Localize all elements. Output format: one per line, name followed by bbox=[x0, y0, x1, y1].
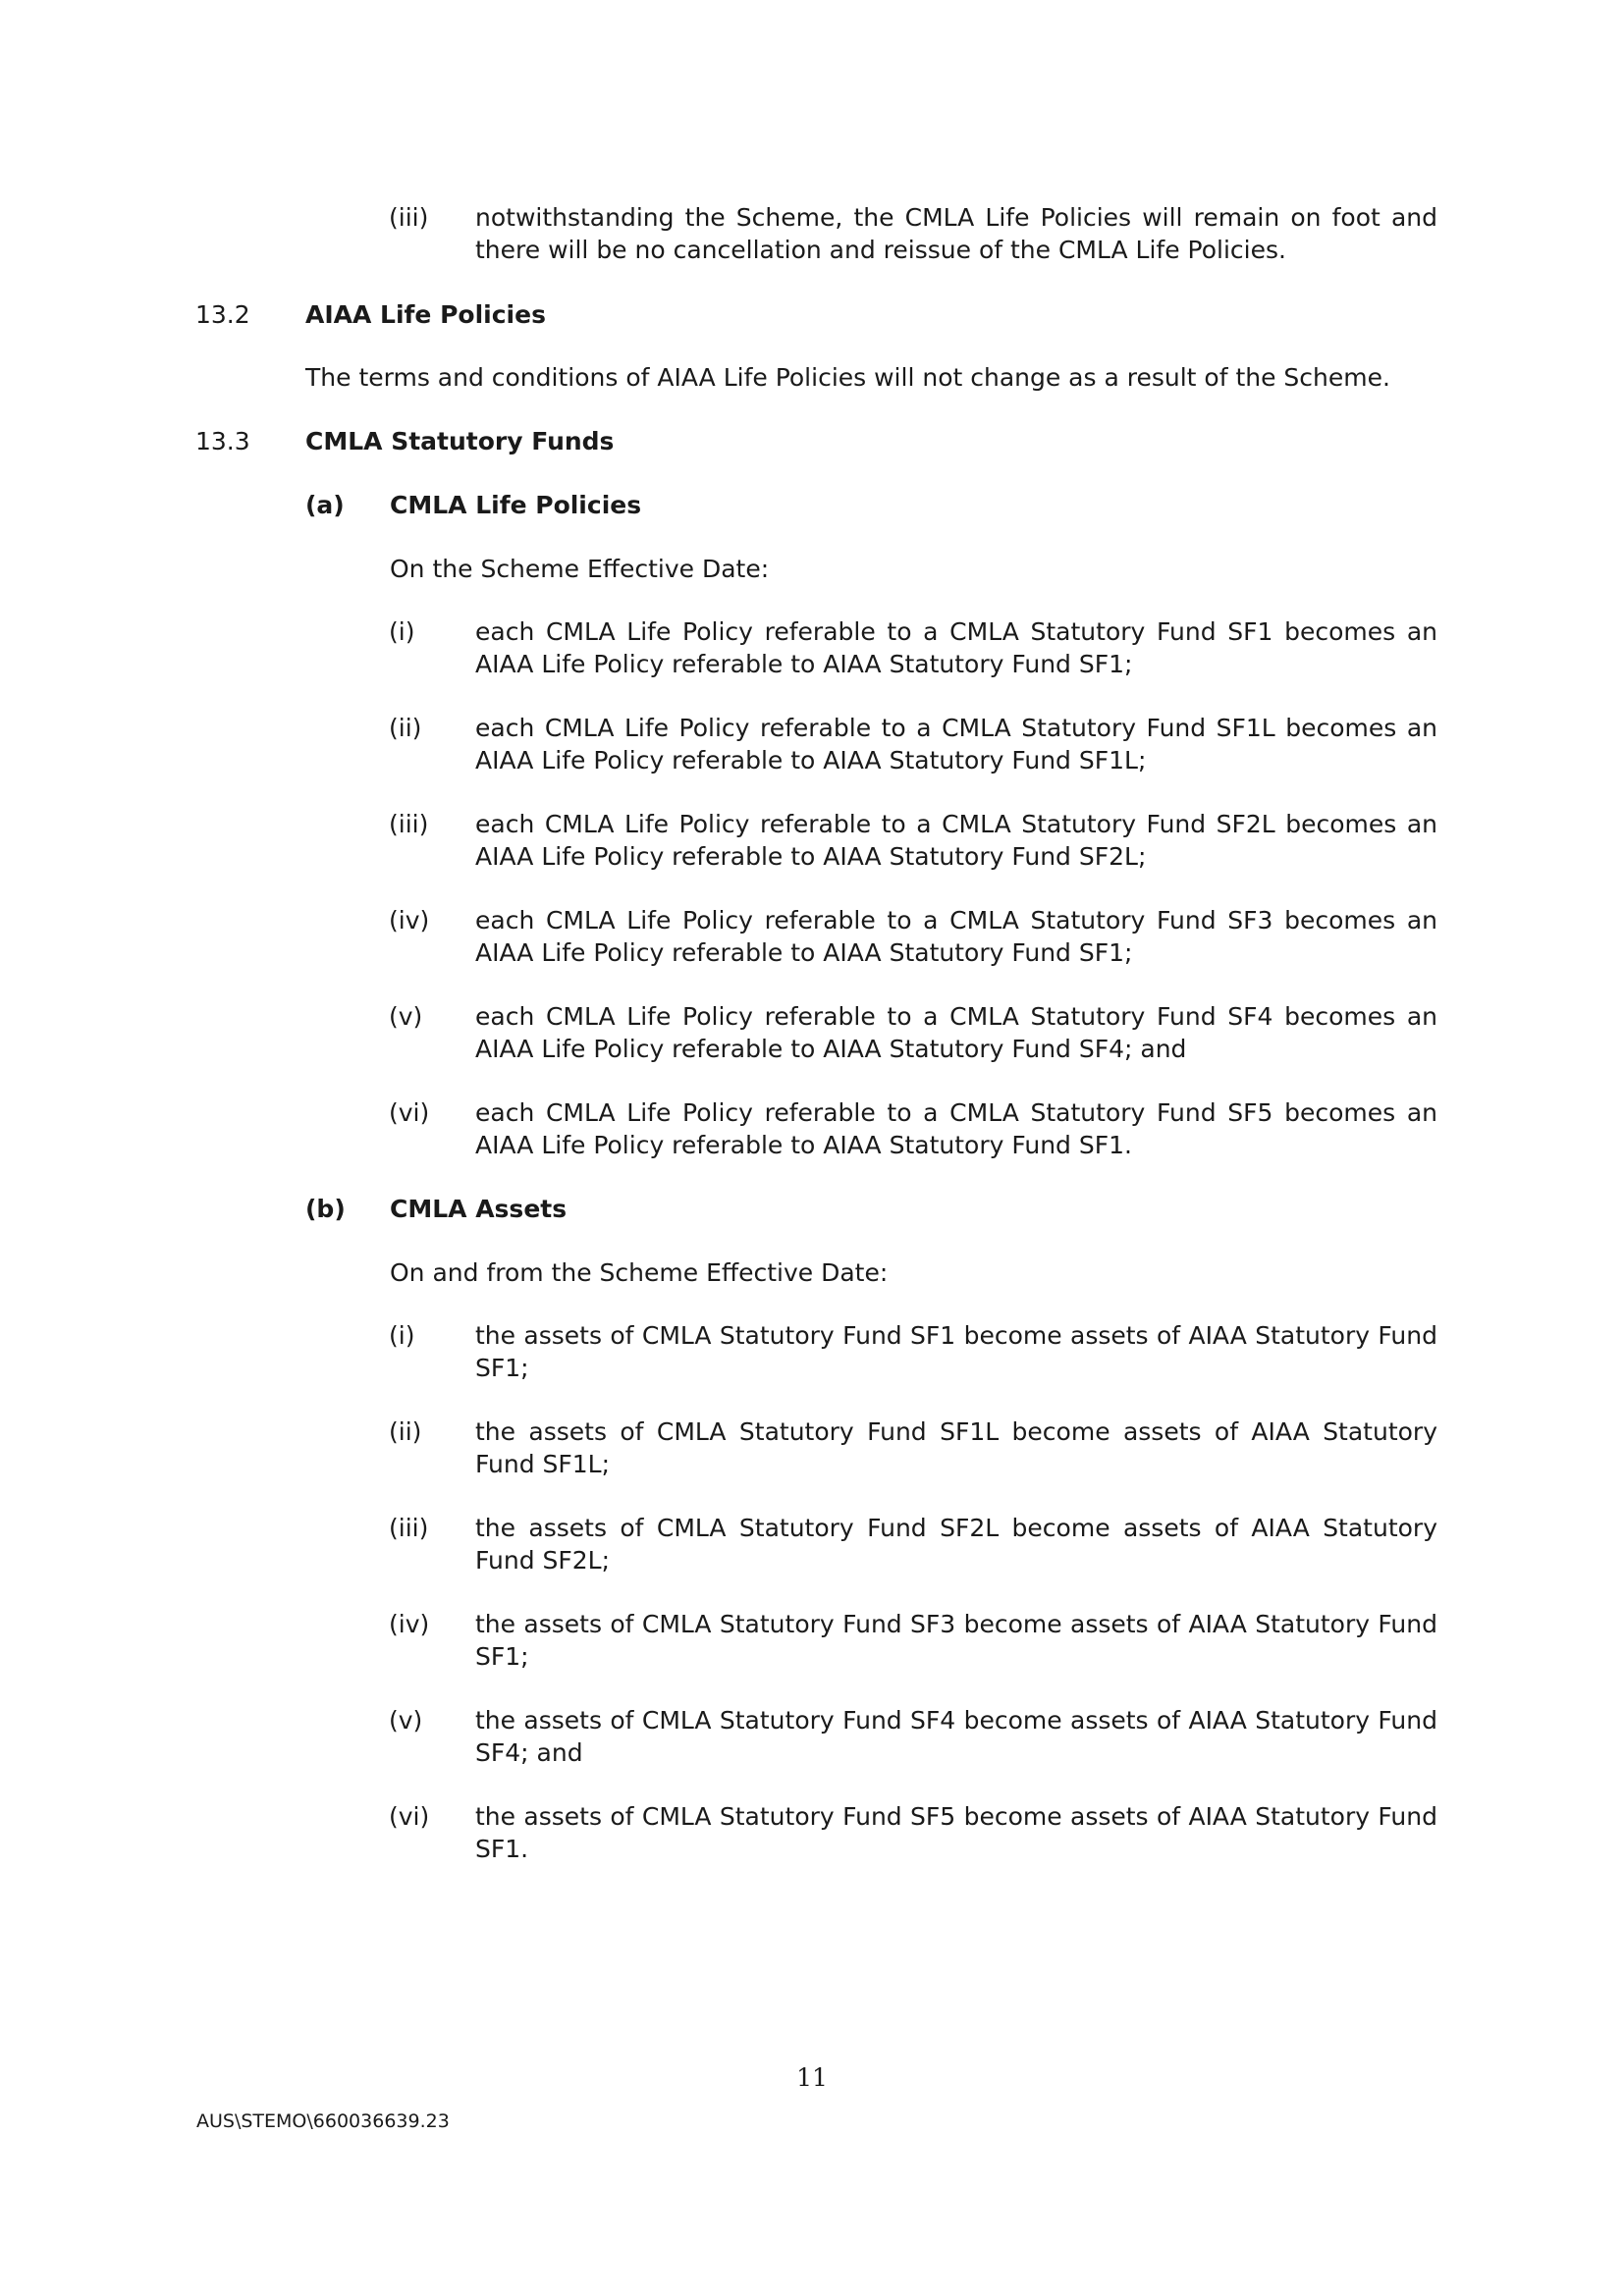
sub-a-item-label: (iii) bbox=[389, 810, 429, 838]
sub-b-label: (b) bbox=[305, 1195, 346, 1223]
sub-a-label: (a) bbox=[305, 491, 345, 519]
section-number-13-2: 13.2 bbox=[195, 300, 250, 329]
sub-b-item-label: (ii) bbox=[389, 1417, 422, 1446]
sub-b-item-label: (i) bbox=[389, 1321, 415, 1350]
sub-a-item-label: (vi) bbox=[389, 1098, 430, 1127]
sub-a-item-label: (i) bbox=[389, 617, 415, 646]
sub-b-item-text: the assets of CMLA Statutory Fund SF5 become assets of AIAA Statutory Fund SF1. bbox=[475, 1802, 1437, 1863]
sub-b-item-text: the assets of CMLA Statutory Fund SF1 become assets of AIAA Statutory Fund SF1; bbox=[475, 1321, 1437, 1382]
section-heading-13-2: AIAA Life Policies bbox=[305, 300, 546, 329]
sub-a-lead: On the Scheme Effective Date: bbox=[390, 555, 770, 583]
sub-a-item-text: each CMLA Life Policy referable to a CMLA Statutory Fund SF5 becomes an AIAA Life Policy referable to AIAA Statutory Fund SF1. bbox=[475, 1098, 1437, 1159]
sub-a-item-text: each CMLA Life Policy referable to a CMLA Statutory Fund SF3 becomes an AIAA Life Policy referable to AIAA Statutory Fund SF1; bbox=[475, 906, 1437, 967]
sub-a-item-text: each CMLA Life Policy referable to a CMLA Statutory Fund SF4 becomes an AIAA Life Policy referable to AIAA Statutory Fund SF4; and bbox=[475, 1002, 1437, 1063]
intro-item-label: (iii) bbox=[389, 203, 429, 232]
page-number: 11 bbox=[796, 2063, 828, 2092]
section-number-13-3: 13.3 bbox=[195, 427, 250, 455]
sub-b-item-text: the assets of CMLA Statutory Fund SF2L become assets of AIAA Statutory Fund SF2L; bbox=[475, 1514, 1437, 1575]
sub-b-item-text: the assets of CMLA Statutory Fund SF1L become assets of AIAA Statutory Fund SF1L; bbox=[475, 1417, 1437, 1478]
sub-a-item-text: each CMLA Life Policy referable to a CMLA Statutory Fund SF1L becomes an AIAA Life Policy referable to AIAA Statutory Fund SF1L; bbox=[475, 714, 1437, 774]
sub-b-heading: CMLA Assets bbox=[390, 1195, 568, 1223]
sub-b-item-label: (iv) bbox=[389, 1610, 430, 1638]
section-heading-13-3: CMLA Statutory Funds bbox=[305, 427, 615, 455]
sub-b-item-label: (v) bbox=[389, 1706, 423, 1735]
sub-a-item-label: (ii) bbox=[389, 714, 422, 742]
sub-a-item-label: (iv) bbox=[389, 906, 430, 934]
sub-a-heading: CMLA Life Policies bbox=[390, 491, 642, 519]
sub-b-item-text: the assets of CMLA Statutory Fund SF3 become assets of AIAA Statutory Fund SF1; bbox=[475, 1610, 1437, 1671]
sub-b-item-text: the assets of CMLA Statutory Fund SF4 become assets of AIAA Statutory Fund SF4; and bbox=[475, 1706, 1437, 1767]
sub-a-item-label: (v) bbox=[389, 1002, 423, 1031]
section-13-2-body: The terms and conditions of AIAA Life Policies will not change as a result of the Scheme. bbox=[305, 363, 1390, 392]
sub-b-item-label: (iii) bbox=[389, 1514, 429, 1542]
sub-a-item-text: each CMLA Life Policy referable to a CMLA Statutory Fund SF1 becomes an AIAA Life Policy referable to AIAA Statutory Fund SF1; bbox=[475, 617, 1437, 678]
document-reference: AUS\STEMO\660036639.23 bbox=[196, 2110, 450, 2132]
sub-b-item-label: (vi) bbox=[389, 1802, 430, 1831]
sub-a-item-text: each CMLA Life Policy referable to a CMLA Statutory Fund SF2L becomes an AIAA Life Policy referable to AIAA Statutory Fund SF2L; bbox=[475, 810, 1437, 871]
sub-b-lead: On and from the Scheme Effective Date: bbox=[390, 1258, 889, 1287]
intro-item-text: notwithstanding the Scheme, the CMLA Life Policies will remain on foot and there will be no cancellation and reissue of the CMLA Life Policies. bbox=[475, 203, 1437, 264]
